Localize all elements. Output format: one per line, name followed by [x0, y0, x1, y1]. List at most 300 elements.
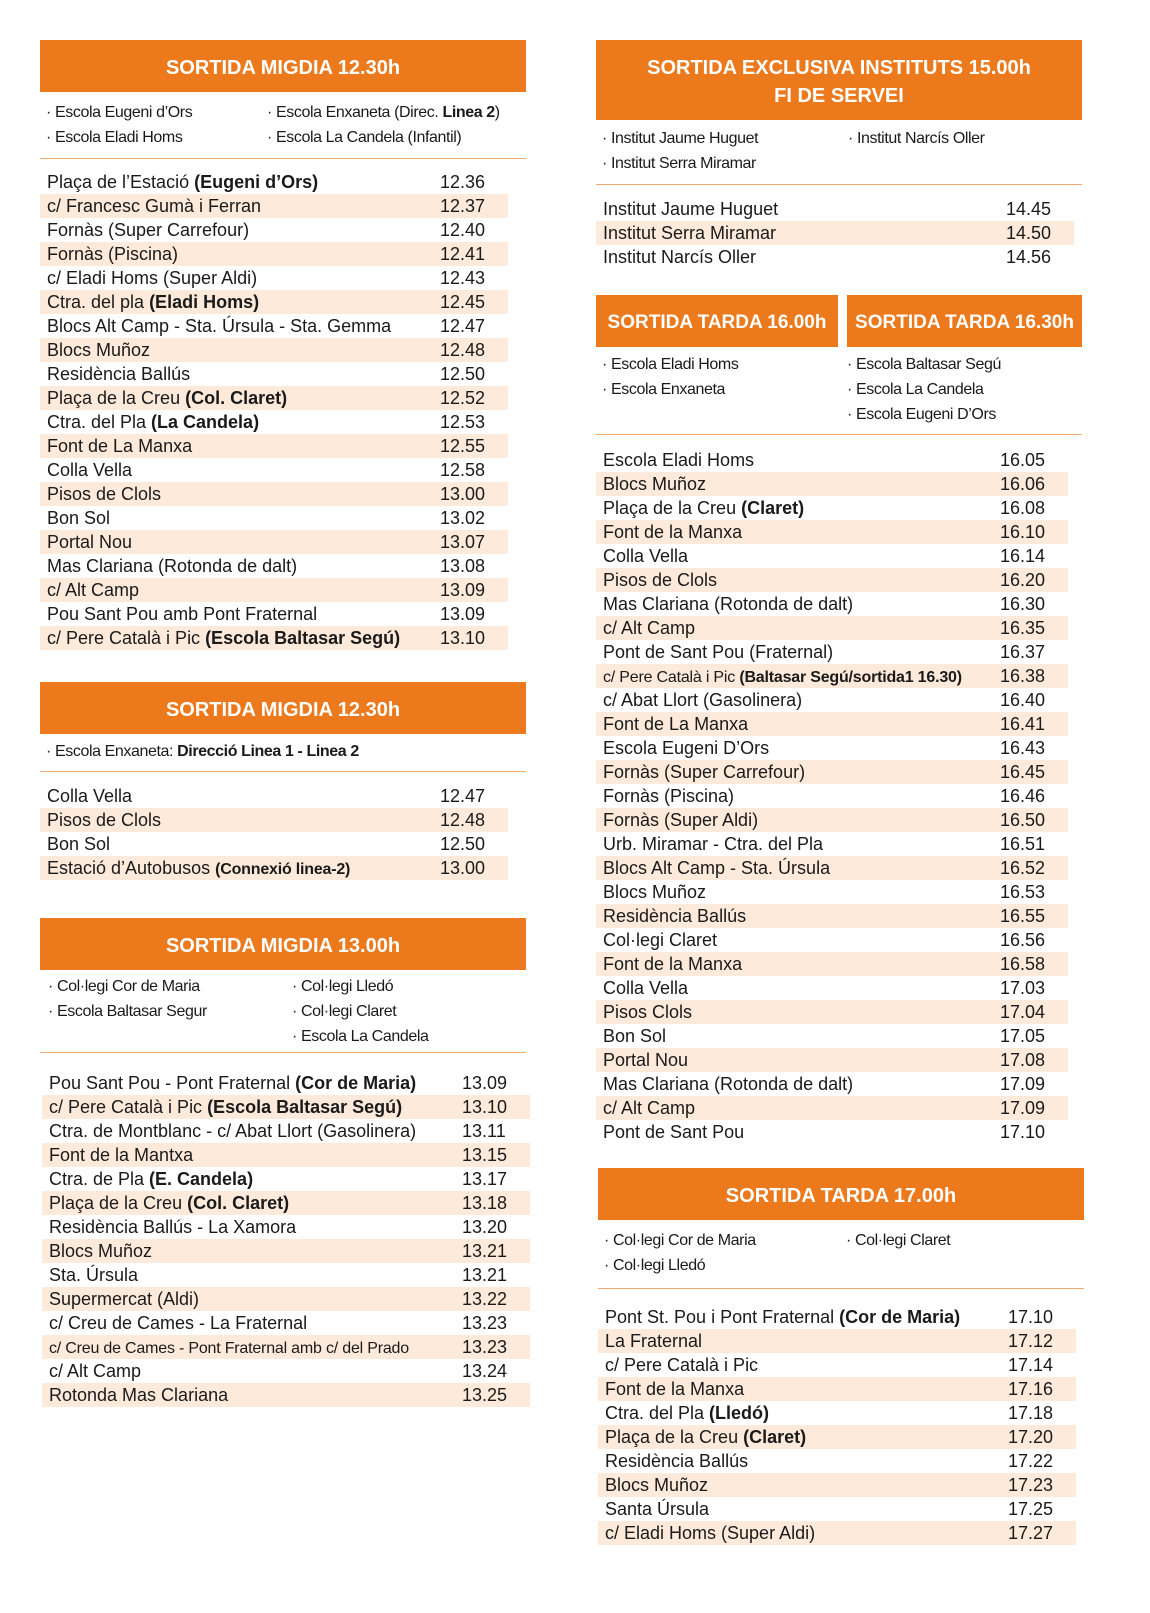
text-segment: · Escola Enxaneta	[602, 381, 726, 398]
text-segment: Santa Úrsula	[605, 1499, 710, 1519]
text-segment: · Escola Eugeni D’Ors	[847, 406, 996, 423]
table-row	[42, 1239, 530, 1263]
stop-time: 13.00	[440, 858, 486, 878]
table-row	[42, 1167, 530, 1191]
stop-time: 13.15	[462, 1145, 508, 1165]
stop-name	[49, 1095, 402, 1119]
table-row	[42, 1191, 530, 1215]
schools-column	[292, 974, 429, 1049]
table-row	[42, 1119, 530, 1143]
schedule-section-4	[596, 40, 1082, 269]
stop-time: 12.43	[440, 268, 486, 288]
table-row	[42, 1359, 530, 1383]
text-segment: Fornàs (Super Carrefour)	[603, 762, 806, 782]
stop-name	[47, 386, 287, 410]
text-segment: Colla Vella	[47, 786, 133, 806]
stop-time: 17.23	[1008, 1475, 1054, 1495]
school-item	[602, 377, 738, 402]
stop-name	[49, 1311, 307, 1335]
text-segment: Plaça de la Creu	[49, 1193, 188, 1213]
text-segment: Font de la Manxa	[603, 522, 743, 542]
text-bold-segment: (Col. Claret)	[187, 1193, 290, 1213]
table-row	[40, 194, 508, 218]
table-row	[42, 1143, 530, 1167]
text-segment: c/ Pere Català i Pic	[603, 669, 740, 686]
stop-time: 13.23	[462, 1337, 508, 1357]
stop-time: 16.06	[1000, 474, 1046, 494]
table-row	[42, 1287, 530, 1311]
stop-name	[47, 362, 190, 386]
stop-name	[603, 197, 778, 221]
stop-name	[49, 1383, 228, 1407]
text-segment: Font de La Manxa	[603, 714, 749, 734]
stop-name	[605, 1425, 806, 1449]
school-item	[847, 377, 1001, 402]
stop-time: 16.46	[1000, 786, 1046, 806]
text-segment: · Escola Enxaneta (Direc.	[267, 104, 443, 121]
text-segment: Bon Sol	[47, 834, 111, 854]
table-row	[596, 832, 1068, 856]
school-item	[292, 1024, 429, 1049]
stop-time: 16.51	[1000, 834, 1046, 854]
table-row	[596, 688, 1068, 712]
stop-name	[603, 952, 742, 976]
stop-times-table	[596, 197, 1074, 269]
stop-name	[47, 578, 139, 602]
table-row	[596, 664, 1068, 688]
text-segment: Font de la Manxa	[603, 954, 743, 974]
text-segment: Bon Sol	[47, 508, 111, 528]
text-bold-segment: (Baltasar Segú/sortida1 16.30)	[739, 669, 962, 686]
divider	[596, 434, 1082, 435]
stop-name	[47, 554, 297, 578]
stop-name	[603, 472, 706, 496]
text-segment: Ctra. del Pla	[605, 1403, 710, 1423]
text-segment: )	[494, 104, 500, 121]
stop-time: 17.27	[1008, 1523, 1054, 1543]
table-row	[598, 1353, 1076, 1377]
text-segment: Fornàs (Piscina)	[47, 244, 179, 264]
text-segment: · Escola La Candela	[292, 1028, 429, 1045]
stop-name	[603, 688, 802, 712]
stop-name	[603, 1048, 688, 1072]
table-row	[598, 1401, 1076, 1425]
stop-time: 16.58	[1000, 954, 1046, 974]
schedule-section-6	[598, 1168, 1084, 1545]
stop-name	[603, 856, 830, 880]
schools-column	[267, 100, 500, 150]
text-bold-segment: (La Candela)	[151, 412, 260, 432]
table-row	[596, 568, 1068, 592]
stop-times-table	[42, 1071, 530, 1407]
stop-time: 12.50	[440, 364, 486, 384]
section-header-1600	[596, 295, 838, 347]
school-item	[848, 126, 985, 151]
table-row	[596, 640, 1068, 664]
stop-time: 16.30	[1000, 594, 1046, 614]
table-row	[596, 245, 1074, 269]
table-row	[596, 1000, 1068, 1024]
text-segment: Colla Vella	[47, 460, 133, 480]
stop-time: 16.41	[1000, 714, 1046, 734]
stop-time: 12.40	[440, 220, 486, 240]
section-header-1630	[847, 295, 1082, 347]
table-row	[40, 218, 508, 242]
text-segment: Blocs Alt Camp - Sta. Úrsula - Sta. Gemma	[47, 316, 392, 336]
stop-time: 17.08	[1000, 1050, 1046, 1070]
stop-name	[603, 221, 776, 245]
table-row	[596, 880, 1068, 904]
text-bold-segment: (Escola Baltasar Segú)	[207, 1097, 403, 1117]
table-row	[40, 602, 508, 626]
stop-time: 17.10	[1000, 1122, 1046, 1142]
stop-name	[603, 448, 754, 472]
table-row	[42, 1263, 530, 1287]
stop-name	[47, 194, 261, 218]
stop-time: 16.40	[1000, 690, 1046, 710]
stop-name	[49, 1143, 193, 1167]
table-row	[40, 530, 508, 554]
divider	[40, 771, 526, 772]
stop-time: 17.03	[1000, 978, 1046, 998]
section-header	[596, 40, 1082, 120]
stop-time: 13.09	[440, 604, 486, 624]
schedule-section-1	[40, 40, 526, 650]
stop-time: 17.12	[1008, 1331, 1054, 1351]
text-bold-segment: (Claret)	[741, 498, 805, 518]
text-bold-segment: (E. Candela)	[149, 1169, 254, 1189]
stop-time: 13.17	[462, 1169, 508, 1189]
stop-name	[603, 880, 706, 904]
stop-name	[605, 1497, 709, 1521]
table-row	[42, 1311, 530, 1335]
stop-name	[603, 832, 823, 856]
school-item	[602, 151, 758, 176]
text-segment: c/ Alt Camp	[47, 580, 140, 600]
text-segment: Font de la Manxa	[605, 1379, 745, 1399]
table-row	[40, 578, 508, 602]
stop-name	[47, 530, 132, 554]
schools-column	[46, 739, 359, 764]
stop-time: 16.43	[1000, 738, 1046, 758]
text-segment: Plaça de la Creu	[603, 498, 742, 518]
stop-time: 16.56	[1000, 930, 1046, 950]
text-segment: · Col·legi Claret	[846, 1232, 951, 1249]
table-row	[40, 808, 508, 832]
text-segment: · Col·legi Claret	[292, 1003, 397, 1020]
text-segment: Fornàs (Piscina)	[603, 786, 735, 806]
text-segment: Colla Vella	[603, 978, 689, 998]
text-segment: Pont St. Pou i Pont Fraternal	[605, 1307, 840, 1327]
schools-list	[40, 739, 526, 767]
stop-time: 16.38	[1000, 666, 1046, 686]
table-row	[42, 1071, 530, 1095]
school-item	[602, 352, 738, 377]
divider	[40, 1052, 526, 1053]
text-segment: · Col·legi Lledó	[292, 978, 394, 995]
table-row	[596, 197, 1074, 221]
schools-list	[40, 100, 526, 154]
table-row	[598, 1425, 1076, 1449]
stop-name	[47, 832, 110, 856]
stop-name	[47, 784, 132, 808]
text-segment: c/ Alt Camp	[603, 1098, 696, 1118]
table-row	[40, 290, 508, 314]
text-segment: Blocs Muñoz	[603, 882, 707, 902]
school-item	[847, 402, 1001, 427]
table-row	[596, 760, 1068, 784]
stop-name	[47, 410, 259, 434]
school-item	[846, 1228, 950, 1253]
text-segment: Urb. Miramar - Ctra. del Pla	[603, 834, 824, 854]
text-segment: · Escola Eladi Homs	[602, 356, 739, 373]
stop-time: 13.18	[462, 1193, 508, 1213]
stop-name	[47, 218, 249, 242]
stop-name	[603, 976, 688, 1000]
school-item	[292, 999, 429, 1024]
divider	[596, 184, 1082, 185]
stop-name	[47, 856, 350, 882]
stop-time: 12.36	[440, 172, 486, 192]
stop-name	[603, 1096, 695, 1120]
table-row	[598, 1473, 1076, 1497]
stop-time: 17.05	[1000, 1026, 1046, 1046]
stop-name	[47, 242, 178, 266]
table-row	[596, 544, 1068, 568]
text-segment: · Escola Eladi Homs	[46, 129, 183, 146]
stop-name	[47, 602, 317, 626]
table-row	[596, 616, 1068, 640]
text-segment: · Col·legi Lledó	[604, 1257, 706, 1274]
table-row	[40, 626, 508, 650]
header-title-1630: SORTIDA TARDA 16.30h	[855, 311, 1074, 333]
stop-name	[49, 1215, 296, 1239]
stop-time: 17.09	[1000, 1074, 1046, 1094]
header-title-line1: SORTIDA EXCLUSIVA INSTITUTS 15.00h	[647, 56, 1031, 79]
stop-name	[605, 1401, 769, 1425]
stop-name	[603, 1024, 666, 1048]
stop-time: 13.02	[440, 508, 486, 528]
text-segment: Pisos Clols	[603, 1002, 693, 1022]
text-segment: c/ Creu de Cames - Pont Fraternal amb c/ del Prado	[49, 1340, 409, 1357]
table-row	[42, 1335, 530, 1359]
text-segment: c/ Pere Català i Pic	[49, 1097, 208, 1117]
schedule-section-2	[40, 682, 526, 880]
stop-time: 16.08	[1000, 498, 1046, 518]
schools-list	[596, 126, 1082, 180]
stop-time: 16.20	[1000, 570, 1046, 590]
table-row	[598, 1377, 1076, 1401]
table-row	[596, 1120, 1068, 1144]
text-segment: Pou Sant Pou - Pont Fraternal	[49, 1073, 296, 1093]
stop-name	[603, 736, 769, 760]
stop-name	[603, 616, 695, 640]
text-segment: Fornàs (Super Aldi)	[603, 810, 759, 830]
text-segment: c/ Eladi Homs (Super Aldi)	[605, 1523, 816, 1543]
table-row	[598, 1497, 1076, 1521]
text-bold-segment: (Eladi Homs)	[149, 292, 260, 312]
stop-name	[47, 808, 161, 832]
text-bold-segment: (Cor de Maria)	[839, 1307, 961, 1327]
stop-time: 13.21	[462, 1265, 508, 1285]
stop-time: 17.16	[1008, 1379, 1054, 1399]
stop-time: 16.53	[1000, 882, 1046, 902]
stop-name	[603, 544, 688, 568]
stop-name	[603, 712, 748, 736]
stop-time: 12.47	[440, 786, 486, 806]
stop-name	[605, 1521, 815, 1545]
table-row	[596, 904, 1068, 928]
text-segment: Sta. Úrsula	[49, 1265, 139, 1285]
stop-name	[49, 1119, 416, 1143]
stop-time: 13.00	[440, 484, 486, 504]
stop-name	[603, 808, 758, 832]
text-segment: Pisos de Clols	[47, 810, 162, 830]
stop-time: 16.45	[1000, 762, 1046, 782]
schools-list	[598, 1228, 1084, 1282]
stop-name	[49, 1167, 253, 1191]
header-title: SORTIDA MIGDIA 12.30h	[165, 698, 401, 721]
stop-name	[605, 1353, 758, 1377]
stop-time: 14.56	[1006, 247, 1052, 267]
table-row	[40, 410, 508, 434]
text-segment: c/ Alt Camp	[49, 1361, 142, 1381]
stop-name	[47, 314, 391, 338]
stop-time: 13.11	[462, 1121, 506, 1141]
stop-name	[47, 434, 192, 458]
stop-time: 16.50	[1000, 810, 1046, 830]
stop-name	[49, 1239, 152, 1263]
school-item	[48, 999, 207, 1024]
table-row	[596, 928, 1068, 952]
stop-time: 12.41	[440, 244, 486, 264]
school-item	[602, 126, 758, 151]
table-row	[40, 386, 508, 410]
schools-column	[602, 126, 758, 176]
text-segment: Pou Sant Pou amb Pont Fraternal	[47, 604, 318, 624]
table-row	[42, 1383, 530, 1407]
text-segment: c/ Abat Llort (Gasolinera)	[603, 690, 803, 710]
table-row	[40, 784, 508, 808]
text-segment: · Escola La Candela (Infantil)	[267, 129, 462, 146]
table-row	[40, 170, 508, 194]
text-segment: Residència Ballús	[605, 1451, 749, 1471]
stop-name	[603, 592, 853, 616]
school-item	[267, 125, 500, 150]
stop-name	[603, 760, 805, 784]
section-header	[40, 40, 526, 92]
table-row	[596, 1024, 1068, 1048]
schools-column	[602, 352, 738, 402]
stop-time: 17.14	[1008, 1355, 1054, 1375]
text-segment: Estació d’Autobusos	[47, 858, 216, 878]
table-row	[598, 1329, 1076, 1353]
stop-name	[49, 1287, 199, 1311]
text-segment: · Escola La Candela	[847, 381, 984, 398]
text-segment: Fornàs (Super Carrefour)	[47, 220, 250, 240]
stop-time: 13.09	[462, 1073, 508, 1093]
text-bold-segment: (Eugeni d’Ors)	[194, 172, 319, 192]
text-segment: Institut Jaume Huguet	[603, 199, 779, 219]
text-bold-segment: (Lledó)	[709, 1403, 770, 1423]
stop-time: 12.37	[440, 196, 486, 216]
stop-time: 12.48	[440, 340, 486, 360]
text-segment: · Escola Eugeni d’Ors	[46, 104, 193, 121]
text-bold-segment: (Cor de Maria)	[295, 1073, 417, 1093]
table-row	[40, 482, 508, 506]
header-title: SORTIDA MIGDIA 12.30h	[165, 56, 401, 79]
table-row	[598, 1305, 1076, 1329]
stop-time: 17.04	[1000, 1002, 1046, 1022]
schools-list	[40, 974, 526, 1050]
text-segment: Mas Clariana (Rotonda de dalt)	[603, 1074, 854, 1094]
stop-time: 12.53	[440, 412, 486, 432]
section-header	[40, 918, 526, 970]
school-item	[267, 100, 500, 125]
table-row	[596, 712, 1068, 736]
stop-time: 13.09	[440, 580, 486, 600]
text-segment: · Col·legi Cor de Maria	[604, 1232, 756, 1249]
text-bold-segment: (Claret)	[743, 1427, 807, 1447]
text-segment: Blocs Alt Camp - Sta. Úrsula	[603, 858, 831, 878]
text-segment: La Fraternal	[605, 1331, 703, 1351]
stop-time: 12.47	[440, 316, 486, 336]
stop-time: 16.05	[1000, 450, 1046, 470]
table-row	[596, 808, 1068, 832]
stop-name	[49, 1335, 409, 1361]
stop-name	[605, 1305, 960, 1329]
table-row	[596, 1072, 1068, 1096]
stop-time: 13.08	[440, 556, 486, 576]
text-segment: Institut Serra Miramar	[603, 223, 777, 243]
table-row	[40, 266, 508, 290]
stop-name	[47, 338, 150, 362]
text-segment: · Institut Serra Miramar	[602, 155, 756, 172]
schedule-section-3	[40, 918, 526, 1407]
table-row	[40, 458, 508, 482]
stop-name	[49, 1071, 416, 1095]
text-segment: Residència Ballús	[603, 906, 747, 926]
table-row	[40, 832, 508, 856]
text-segment: Ctra. de Pla	[49, 1169, 150, 1189]
stop-time: 17.25	[1008, 1499, 1054, 1519]
text-segment: Pont de Sant Pou (Fraternal)	[603, 642, 834, 662]
stop-name	[49, 1191, 289, 1215]
text-segment: Portal Nou	[603, 1050, 689, 1070]
text-segment: c/ Alt Camp	[603, 618, 696, 638]
schools-column	[846, 1228, 950, 1253]
school-item	[604, 1253, 756, 1278]
text-segment: Blocs Muñoz	[603, 474, 707, 494]
school-item	[292, 974, 429, 999]
text-segment: Colla Vella	[603, 546, 689, 566]
text-segment: · Escola Baltasar Segur	[48, 1003, 207, 1020]
text-segment: Blocs Muñoz	[47, 340, 151, 360]
table-row	[596, 1048, 1068, 1072]
stop-time: 17.22	[1008, 1451, 1054, 1471]
stop-time: 13.21	[462, 1241, 508, 1261]
text-segment: c/ Creu de Cames - La Fraternal	[49, 1313, 308, 1333]
stop-name	[47, 506, 110, 530]
text-segment: · Institut Jaume Huguet	[602, 130, 759, 147]
stop-time: 12.58	[440, 460, 486, 480]
stop-time: 13.10	[462, 1097, 508, 1117]
schools-list	[596, 352, 1082, 430]
table-row	[598, 1521, 1076, 1545]
stop-name	[47, 170, 318, 194]
table-row	[40, 338, 508, 362]
stop-name	[603, 1000, 692, 1024]
